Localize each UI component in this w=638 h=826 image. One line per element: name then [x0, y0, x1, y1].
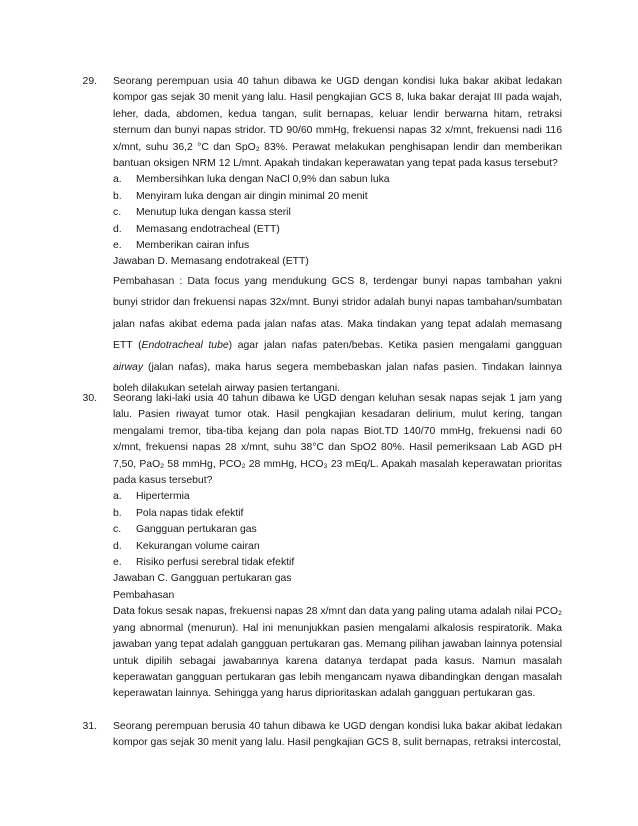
discussion-italic-term: airway — [113, 361, 144, 373]
option-letter: c. — [113, 207, 122, 219]
discussion-text: ) agar jalan nafas paten/bebas. Ketika pasien mengalami gangguan — [228, 340, 562, 352]
discussion-italic-term: Endotracheal tube — [141, 340, 229, 352]
option-letter: e. — [113, 240, 122, 252]
answer-key: Jawaban D. Memasang endotrakeal (ETT) — [113, 256, 309, 268]
option-b — [113, 189, 562, 205]
option-text: Gangguan pertukaran gas — [136, 524, 257, 536]
discussion-text: (jalan nafas), maka harus segera membebaskan jalan nafas pasien. Tindakan lainnya boleh dilakukan setelah airway pasien tertangani. — [113, 361, 562, 395]
option-a — [113, 172, 562, 188]
answer-options — [113, 172, 562, 254]
option-d — [113, 222, 562, 238]
option-e — [113, 555, 562, 571]
question-body — [90, 719, 562, 752]
option-letter: a. — [113, 174, 122, 186]
option-text: Membersihkan luka dengan NaCl 0,9% dan sabun luka — [136, 174, 390, 186]
option-letter: b. — [113, 507, 122, 519]
option-text: Memasang endotracheal (ETT) — [136, 223, 280, 235]
answer-key: Jawaban C. Gangguan pertukaran gas — [113, 573, 292, 585]
option-letter: d. — [113, 223, 122, 235]
discussion-label: Pembahasan — [113, 589, 175, 601]
option-text: Kekurangan volume cairan — [136, 540, 260, 552]
question-stem: Seorang perempuan usia 40 tahun dibawa ke UGD dengan kondisi luka bakar akibat ledakan kompor gas sejak 30 menit yang lalu. Hasil pengkajian GCS 8, luka bakar derajat III pada wajah, leher, dada, abdomen, kedua tangan, sulit bernapas, keluar lendir berwarna hitam, retraksi sternum dan bunyi napas stridor. TD 90/60 mmHg, frekuensi napas 32 x/mnt, frekuensi nadi 116 x/mnt, suhu 36,2 °C dan SpO₂ 83%. Perawat melakukan penghisapan lendir dan memberikan bantuan oksigen NRM 12 L/mnt. Apakah tindakan keperawatan yang tepat pada kasus tersebut? — [113, 76, 562, 170]
question-number: 30. — [82, 393, 97, 404]
option-text: Hipertermia — [136, 491, 190, 503]
option-letter: b. — [113, 190, 122, 202]
option-c — [113, 205, 562, 221]
question-stem: Seorang perempuan berusia 40 tahun dibawa ke UGD dengan kondisi luka bakar akibat ledakan kompor gas sejak 30 menit yang lalu. Hasil pengkajian GCS 8, sulit bernapas, retraksi intercostal, — [113, 721, 562, 749]
option-letter: c. — [113, 524, 122, 536]
discussion: Data fokus sesak napas, frekuensi napas 28 x/mnt dan data yang paling utama adalah nilai PCO₂ yang abnormal (menurun). Hal ini menunjukkan pasien mengalami alkalosis respiratorik. Maka jawaban yang tepat adalah gangguan pertukaran gas. Memang pilihan jawaban lainnya potensial untuk dipilih sebagai jawabannya karena datanya terdapat pada kasus. Namun masalah keperawatan gangguan pertukaran gas lebih mengancam nyawa dibandingkan dengan masalah keperawatan lainnya. Sehingga yang harus diprioritaskan adalah gangguan pertukaran gas. — [113, 606, 562, 700]
option-text: Pola napas tidak efektif — [136, 507, 244, 519]
option-b — [113, 506, 562, 522]
answer-options — [113, 489, 562, 571]
option-letter: a. — [113, 491, 122, 503]
question-29 — [82, 74, 562, 400]
option-text: Risiko perfusi serebral tidak efektif — [136, 557, 295, 569]
option-d — [113, 539, 562, 555]
option-text: Memberikan cairan infus — [136, 240, 250, 252]
option-text: Menutup luka dengan kassa steril — [136, 207, 291, 219]
question-number: 31. — [82, 721, 97, 732]
question-number: 29. — [82, 76, 97, 87]
question-31 — [82, 719, 562, 752]
question-30 — [82, 391, 562, 703]
discussion-text: Pembahasan : Data focus yang mendukung GCS 8, terdengar bunyi napas tambahan yakni bunyi stridor dan frekuensi napas 32x/mnt. Bunyi stridor adalah bunyi napas tambahan/sumbatan jalan nafas akibat edema pada jalan nafas atas. Maka tindakan yang tepat adalah memasang ETT ( — [113, 275, 562, 352]
option-e — [113, 238, 562, 254]
question-body — [90, 391, 562, 703]
option-letter: e. — [113, 557, 122, 569]
discussion — [113, 271, 562, 400]
question-body — [90, 74, 562, 400]
option-text: Menyiram luka dengan air dingin minimal 20 menit — [136, 190, 368, 202]
option-letter: d. — [113, 540, 122, 552]
option-a — [113, 489, 562, 505]
question-stem: Seorang laki-laki usia 40 tahun dibawa ke UGD dengan keluhan sesak napas sejak 1 jam yang lalu. Pasien riwayat tumor otak. Hasil pengkajian kesadaran delirium, mulut kering, tangan mengalami tremor, tiba-tiba kejang dan pola napas Biot.TD 140/70 mmHg, frekuensi nadi 60 x/mnt, frekuensi napas 28 x/mnt, suhu 38°C dan SpO2 80%. Hasil pemeriksaan Lab AGD pH 7,50, PaO₂ 58 mmHg, PCO₂ 28 mmHg, HCO₃ 23 mEq/L. Apakah masalah keperawatan prioritas pada kasus tersebut? — [113, 393, 562, 487]
option-c — [113, 522, 562, 538]
